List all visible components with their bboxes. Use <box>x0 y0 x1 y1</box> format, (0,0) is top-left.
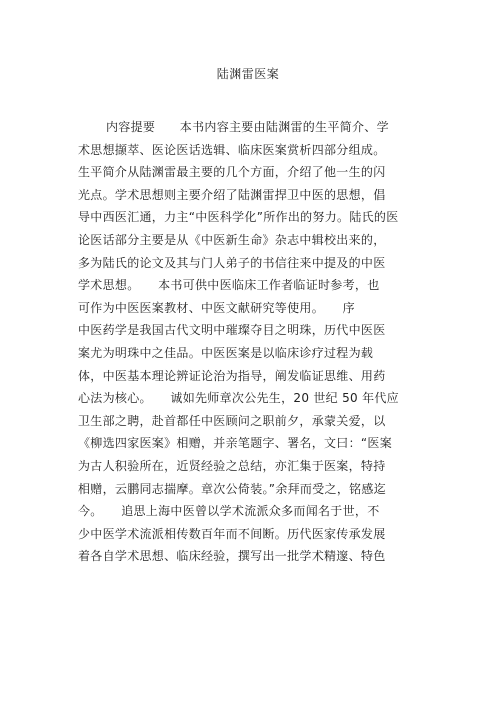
text-line: 学术思想。 本书可供中医临床工作者临证时参考，也 <box>78 278 380 293</box>
text-line: 今。 追思上海中医曾以学术流派众多而闻名于世，不 <box>78 504 380 519</box>
text-line: 为古人积验所在，近贤经验之总结，亦汇集于医案，特持 <box>78 459 386 473</box>
text-line: 生平简介从陆渊雷最主要的几个方面，介绍了他一生的闪 <box>78 165 386 180</box>
text-line: 体，中医基本理论辨证论治为指导，阐发临证思维、用药 <box>78 368 386 383</box>
document-title: 陆渊雷医案 <box>216 67 280 81</box>
text-line: 少中医学术流派相传数百年而不间断。历代医家传承发展 <box>78 526 386 541</box>
text-line: 术思想撷萃、医论医话选辑、临床医案赏析四部分组成。 <box>78 142 386 157</box>
text-line: 《柳选四家医案》相赠，并亲笔题字、署名，文曰：“医案 <box>78 436 393 451</box>
text-line: 卫生部之聘，赴首都任中医顾问之职前夕，承蒙关爱，以 <box>78 413 386 428</box>
text-line: 相赠，云鹏同志揣摩。章次公倚装。”余拜而受之，铭感迄 <box>78 481 387 496</box>
text-line: 论医话部分主要是从《中医新生命》杂志中辑校出来的， <box>78 233 386 247</box>
text-line: 内容提要 本书内容主要由陆渊雷的生平简介、学 <box>106 120 389 134</box>
text-line: 多为陆氏的论文及其与门人弟子的书信往来中提及的中医 <box>78 255 386 270</box>
text-line: 光点。学术思想则主要介绍了陆渊雷捍卫中医的思想，倡 <box>78 187 386 202</box>
text-line: 导中西医汇通，力主“中医科学化”所作出的努力。陆氏的医 <box>78 210 399 225</box>
text-line: 着各自学术思想、临床经验，撰写出一批学术精邃、特色 <box>78 549 386 564</box>
text-line: 可作为中医医案教材、中医文献研究等使用。 序 <box>78 300 355 315</box>
text-line: 中医药学是我国古代文明中璀璨夺目之明珠，历代中医医 <box>78 323 386 338</box>
text-line: 心法为核心。 诚如先师章次公先生，20 世纪 50 年代应 <box>78 391 399 406</box>
text-line: 案尤为明珠中之佳品。中医医案是以临床诊疗过程为载 <box>78 346 374 360</box>
